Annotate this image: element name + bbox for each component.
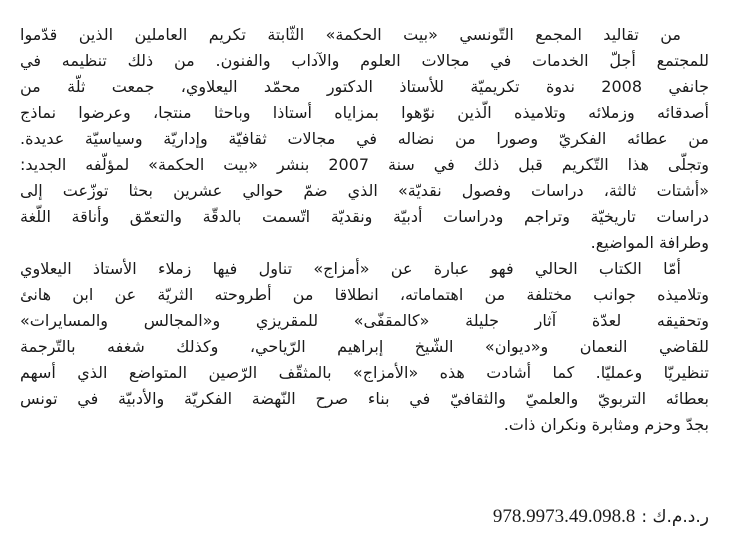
- text-line: جانفي 2008 ندوة تكريميّة للأستاذ الدكتور محمّد اليعلاوي، جمعت ثلّة من: [20, 77, 709, 96]
- text-line: من عطائه الفكريّ وصورا من نضاله في مجالات ثقافيّة وإداريّة وسياسيّة عديدة.: [20, 129, 709, 148]
- isbn-number: 978.9973.49.098.8: [492, 506, 636, 527]
- paragraph-2: [20, 256, 709, 438]
- isbn-label: ر.د.م.ك :: [641, 507, 709, 527]
- text-line: وتحقيقه لعدّة آثار جليلة «كالمقفّى» للمقريزي و«المجالس والمسايرات»: [20, 311, 709, 330]
- text-line: وطرافة المواضيع.: [590, 233, 709, 252]
- text-line: «أشتات ثالثة، دراسات وفصول نقديّة» الذي ضمّ حوالي عشرين بحثا توزّعت إلى: [20, 181, 709, 200]
- paragraph-1: [20, 22, 709, 256]
- text-line: وتجلّى هذا التّكريم قبل ذلك في سنة 2007 بنشر «بيت الحكمة» لمؤلّفه الجديد:: [20, 155, 709, 174]
- text-line: للقاضي النعمان و«ديوان» الشّيخ إبراهيم الرّياحي، وكذلك شغفه بالتّرجمة: [20, 337, 709, 356]
- book-blurb-page: [20, 22, 709, 542]
- text-line: بجدّ وحزم ومثابرة ونكران ذات.: [503, 415, 709, 434]
- text-line: تنظيريّا وعمليّا. كما أشادت هذه «الأمزاج» بالمثقّف الرّصين المتواضع الذي أسهم: [20, 363, 709, 382]
- text-line: بعطائه التربويّ والعلميّ والثقافيّ في بناء صرح النّهضة الفكريّة والأدبيّة في تونس: [20, 389, 709, 408]
- text-line: للمجتمع أجلّ الخدمات في مجالات العلوم والآداب والفنون. من ذلك تنظيمه في: [20, 51, 709, 70]
- text-line: من تقاليد المجمع التّونسي «بيت الحكمة» الثّابتة تكريم العاملين الذين قدّموا: [20, 25, 681, 44]
- text-line: وتلاميذه جوانب مختلفة من اهتماماته، انطلاقا من أطروحته الثريّة عن ابن هانئ: [20, 285, 709, 304]
- text-line: أصدقائه وزملائه وتلاميذه الّذين نوّهوا بمزاياه أستاذا وباحثا منتجا، وعرضوا نماذج: [20, 103, 709, 122]
- text-line: دراسات تاريخيّة وتراجم ودراسات أدبيّة ونقديّة اتّسمت بالدقّة والتعمّق وأناقة اللّغة: [20, 207, 709, 226]
- text-line: أمّا الكتاب الحالي فهو عبارة عن «أمزاج» تناول فيها زملاء الأستاذ اليعلاوي: [20, 259, 681, 278]
- isbn-line: [493, 502, 709, 532]
